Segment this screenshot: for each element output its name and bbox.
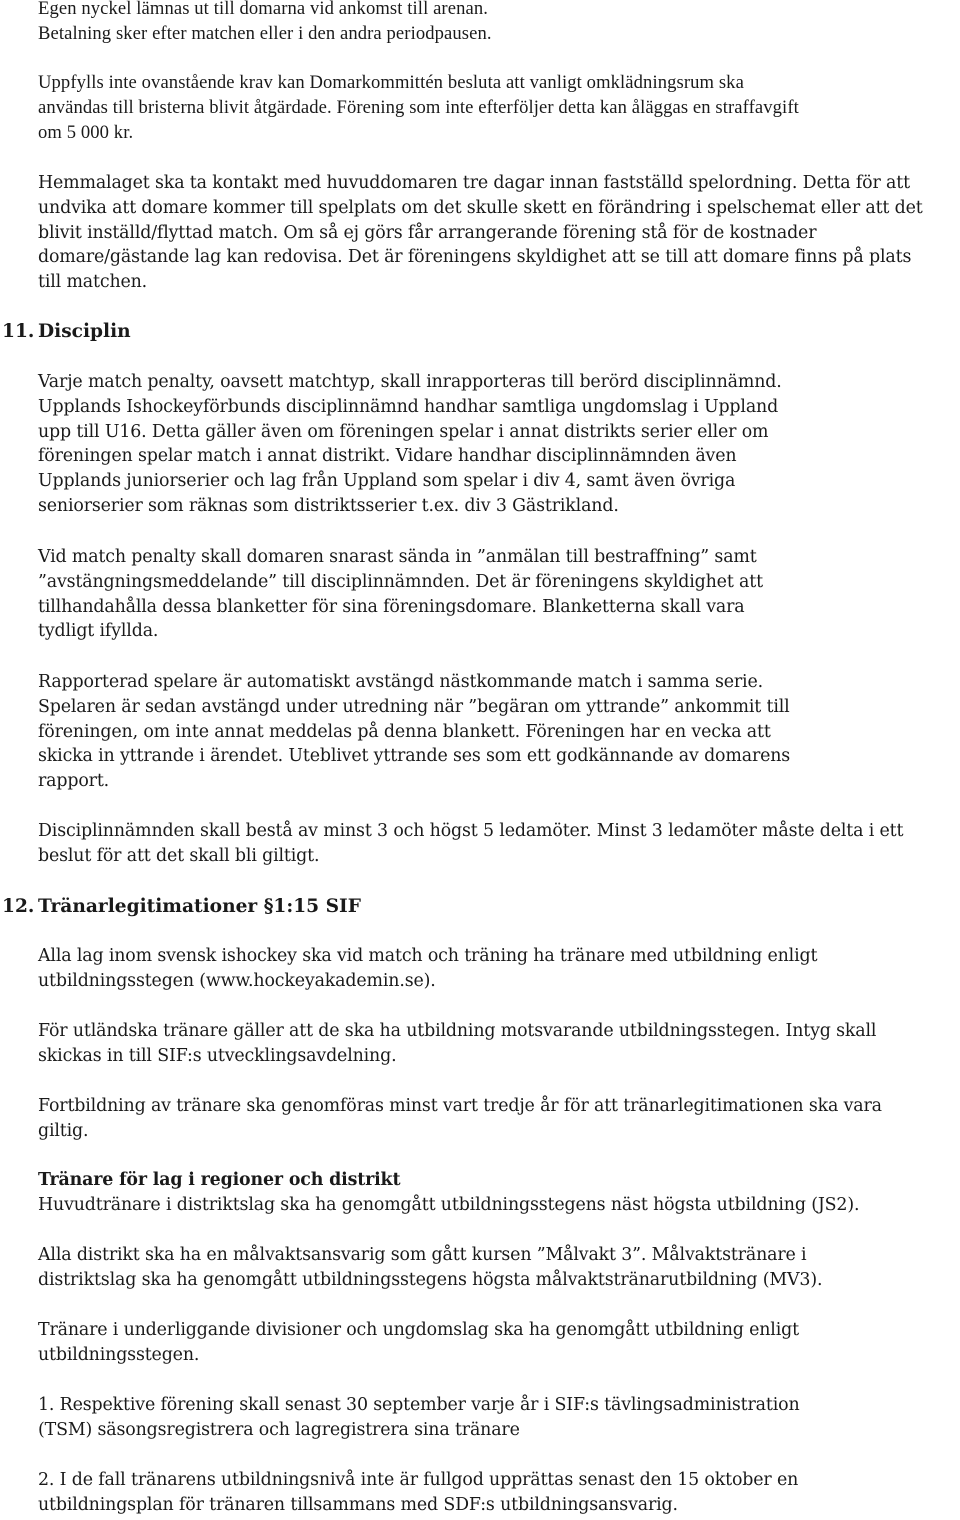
text-line: Alla lag inom svensk ishockey ska vid match och träning ha tränare med utbildning enligt: [38, 946, 818, 966]
text-line: undvika att domare kommer till spelplats om det skulle skett en förändring i spelschemat eller att det: [38, 197, 923, 218]
paragraph-goalkeeper-coaches: [38, 1243, 958, 1293]
text-line: Huvudtränare i distriktslag ska ha genomgått utbildningsstegens näst högsta utbildning (JS2).: [38, 1194, 860, 1215]
text-line: Uppfylls inte ovanstående krav kan Domarkommittén besluta att vanligt omklädningsrum ska: [38, 72, 744, 93]
paragraph-key-payment: [38, 0, 958, 47]
text-line: Alla distrikt ska ha en målvaktsansvarig som gått kursen ”Målvakt 3”. Målvaktstränare i: [38, 1245, 807, 1265]
text-line: Varje match penalty, oavsett matchtyp, skall inrapporteras till berörd disciplinnämnd.: [38, 372, 782, 392]
text-line: (TSM) säsongsregistrera och lagregistrera sina tränare: [38, 1419, 520, 1440]
text-line: Fortbildning av tränare ska genomföras minst vart tredje år för att tränarlegitimationen ska vara: [38, 1096, 882, 1116]
paragraph-referee-forms: [38, 545, 958, 644]
text-line: upp till U16. Detta gäller även om föreningen spelar i annat distrikts serier eller om: [38, 421, 769, 442]
paragraph-changing-room-requirements: [38, 71, 958, 145]
text-line: tillhandahålla dessa blanketter för sina föreningsdomare. Blanketterna skall vara: [38, 596, 745, 617]
paragraph-lower-divisions: [38, 1318, 958, 1368]
text-line: Tränare i underliggande divisioner och ungdomslag ska ha genomgått utbildning enligt: [38, 1320, 799, 1340]
section-number: 11.: [2, 321, 35, 342]
text-line: 1. Respektive förening skall senast 30 september varje år i SIF:s tävlingsadministration: [38, 1395, 800, 1415]
text-line: Rapporterad spelare är automatiskt avstängd nästkommande match i samma serie.: [38, 672, 763, 692]
section-title: Tränarlegitimationer §1:15 SIF: [38, 896, 361, 917]
text-line: om 5 000 kr.: [38, 121, 134, 143]
text-line: giltig.: [38, 1120, 89, 1141]
text-line: Spelaren är sedan avstängd under utredning när ”begäran om yttrande” ankommit till: [38, 696, 790, 717]
text-line: 2. I de fall tränarens utbildningsnivå inte är fullgod upprättas senast den 15 oktober en: [38, 1470, 799, 1490]
text-line: utbildningsplan för tränaren tillsammans med SDF:s utbildningsansvarig.: [38, 1494, 678, 1515]
text-line: Upplands juniorserier och lag från Uppland som spelar i div 4, samt även övriga: [38, 471, 736, 492]
list-item-education-plan: [38, 1468, 958, 1518]
list-item-registration: [38, 1393, 958, 1443]
text-line: Betalning sker efter matchen eller i den andra periodpausen.: [38, 22, 492, 44]
text-line: För utländska tränare gäller att de ska ha utbildning motsvarande utbildningsstegen. Intyg skall: [38, 1021, 877, 1041]
text-line: Hemmalaget ska ta kontakt med huvuddomaren tre dagar innan fastställd spelordning. Detta för att: [38, 173, 910, 193]
text-line: Upplands Ishockeyförbunds disciplinnämnd handhar samtliga ungdomslag i Uppland: [38, 396, 779, 417]
paragraph-match-penalty-reporting: [38, 370, 958, 519]
paragraph-coach-education: [38, 944, 958, 994]
text-line: blivit inställd/flyttad match. Om så ej görs får arrangerande förening stå för de kostnader: [38, 222, 817, 243]
text-line: föreningen, om inte annat meddelas på denna blankett. Föreningen har en vecka att: [38, 721, 771, 742]
text-line: utbildningsstegen.: [38, 1344, 200, 1365]
text-line: Vid match penalty skall domaren snarast sända in ”anmälan till bestraffning” samt: [38, 547, 757, 567]
text-line: distriktslag ska ha genomgått utbildningsstegens högsta målvaktstränarutbildning (MV3).: [38, 1269, 823, 1290]
text-line: rapport.: [38, 771, 110, 792]
text-line: till matchen.: [38, 272, 148, 293]
text-line: seniorserier som räknas som distriktsserier t.ex. div 3 Gästrikland.: [38, 495, 619, 516]
section-number: 12.: [2, 896, 35, 917]
paragraph-continuing-education: [38, 1094, 958, 1144]
paragraph-player-suspension: [38, 670, 958, 794]
text-line: tydligt ifyllda.: [38, 621, 159, 642]
paragraph-regional-coaches: [38, 1168, 958, 1218]
section-title: Disciplin: [38, 321, 131, 342]
subheading: Tränare för lag i regioner och distrikt: [38, 1170, 401, 1190]
text-line: domare/gästande lag kan redovisa. Det är föreningens skyldighet att se till att domare finns på plats: [38, 247, 912, 268]
text-line: utbildningsstegen (www.hockeyakademin.se).: [38, 970, 436, 991]
text-line: Disciplinnämnden skall bestå av minst 3 och högst 5 ledamöter. Minst 3 ledamöter måste delta i ett: [38, 821, 904, 841]
text-line: ”avstängningsmeddelande” till disciplinnämnden. Det är föreningens skyldighet att: [38, 571, 763, 592]
text-line: föreningen spelar match i annat distrikt. Vidare handhar disciplinnämnden även: [38, 446, 737, 467]
text-line: skicka in yttrande i ärendet. Uteblivet yttrande ses som ett godkännande av domarens: [38, 746, 791, 767]
text-line: användas till bristerna blivit åtgärdade. Förening som inte efterföljer detta kan åläggas en straffavgift: [38, 96, 799, 118]
text-line: skickas in till SIF:s utvecklingsavdelning.: [38, 1045, 397, 1066]
paragraph-foreign-coaches: [38, 1019, 958, 1069]
text-line: Egen nyckel lämnas ut till domarna vid ankomst till arenan.: [38, 0, 488, 19]
paragraph-committee-composition: [38, 819, 958, 869]
paragraph-home-team-contact: [38, 171, 958, 295]
text-line: beslut för att det skall bli giltigt.: [38, 845, 320, 866]
